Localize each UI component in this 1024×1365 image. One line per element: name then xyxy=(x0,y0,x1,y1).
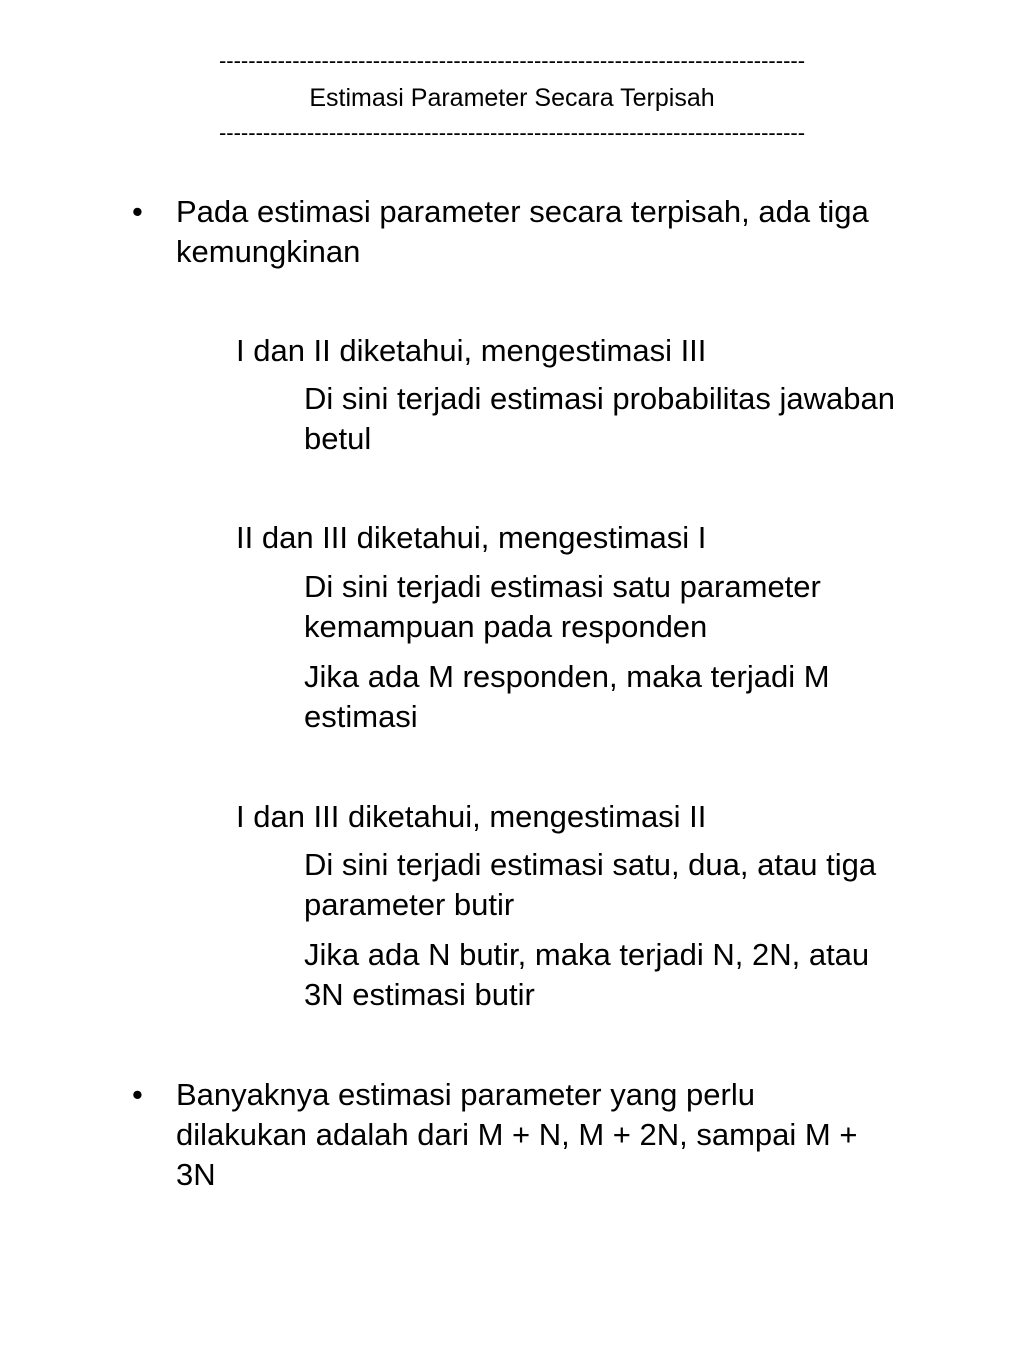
case-detail xyxy=(304,935,964,1015)
case-detail xyxy=(304,657,964,737)
text-line: Banyaknya estimasi parameter yang perlu xyxy=(176,1077,755,1112)
header-bottom-dashed-rule: -------------------------------------------------------------------------------- xyxy=(218,120,806,145)
bullet-icon: • xyxy=(132,194,143,229)
case-heading: II dan III diketahui, mengestimasi I xyxy=(236,520,707,555)
header-top-dashed-rule: -------------------------------------------------------------------------------- xyxy=(218,48,806,73)
text-line: estimasi xyxy=(304,699,418,734)
text-line: betul xyxy=(304,421,372,456)
case-detail xyxy=(304,845,964,925)
case-detail xyxy=(304,567,964,647)
bullet-icon: • xyxy=(132,1077,143,1112)
text-line: Jika ada N butir, maka terjadi N, 2N, atau xyxy=(304,937,870,972)
text-line: Di sini terjadi estimasi satu parameter xyxy=(304,569,821,604)
text-line: Di sini terjadi estimasi satu, dua, atau tiga xyxy=(304,847,877,882)
text-line: Jika ada M responden, maka terjadi M xyxy=(304,659,830,694)
bullet-text-intro xyxy=(176,192,966,272)
text-line: kemungkinan xyxy=(176,234,361,269)
text-line: kemampuan pada responden xyxy=(304,609,708,644)
text-line: Pada estimasi parameter secara terpisah, ada tiga xyxy=(176,194,869,229)
text-line: 3N xyxy=(176,1157,216,1192)
page-title: Estimasi Parameter Secara Terpisah xyxy=(309,84,715,112)
case-detail xyxy=(304,379,964,459)
case-heading: I dan III diketahui, mengestimasi II xyxy=(236,799,707,834)
text-line: dilakukan adalah dari M + N, M + 2N, sampai M + xyxy=(176,1117,858,1152)
text-line: parameter butir xyxy=(304,887,515,922)
bullet-text-summary xyxy=(176,1075,966,1195)
text-line: 3N estimasi butir xyxy=(304,977,535,1012)
case-heading: I dan II diketahui, mengestimasi III xyxy=(236,333,707,368)
text-line: Di sini terjadi estimasi probabilitas jawaban xyxy=(304,381,895,416)
